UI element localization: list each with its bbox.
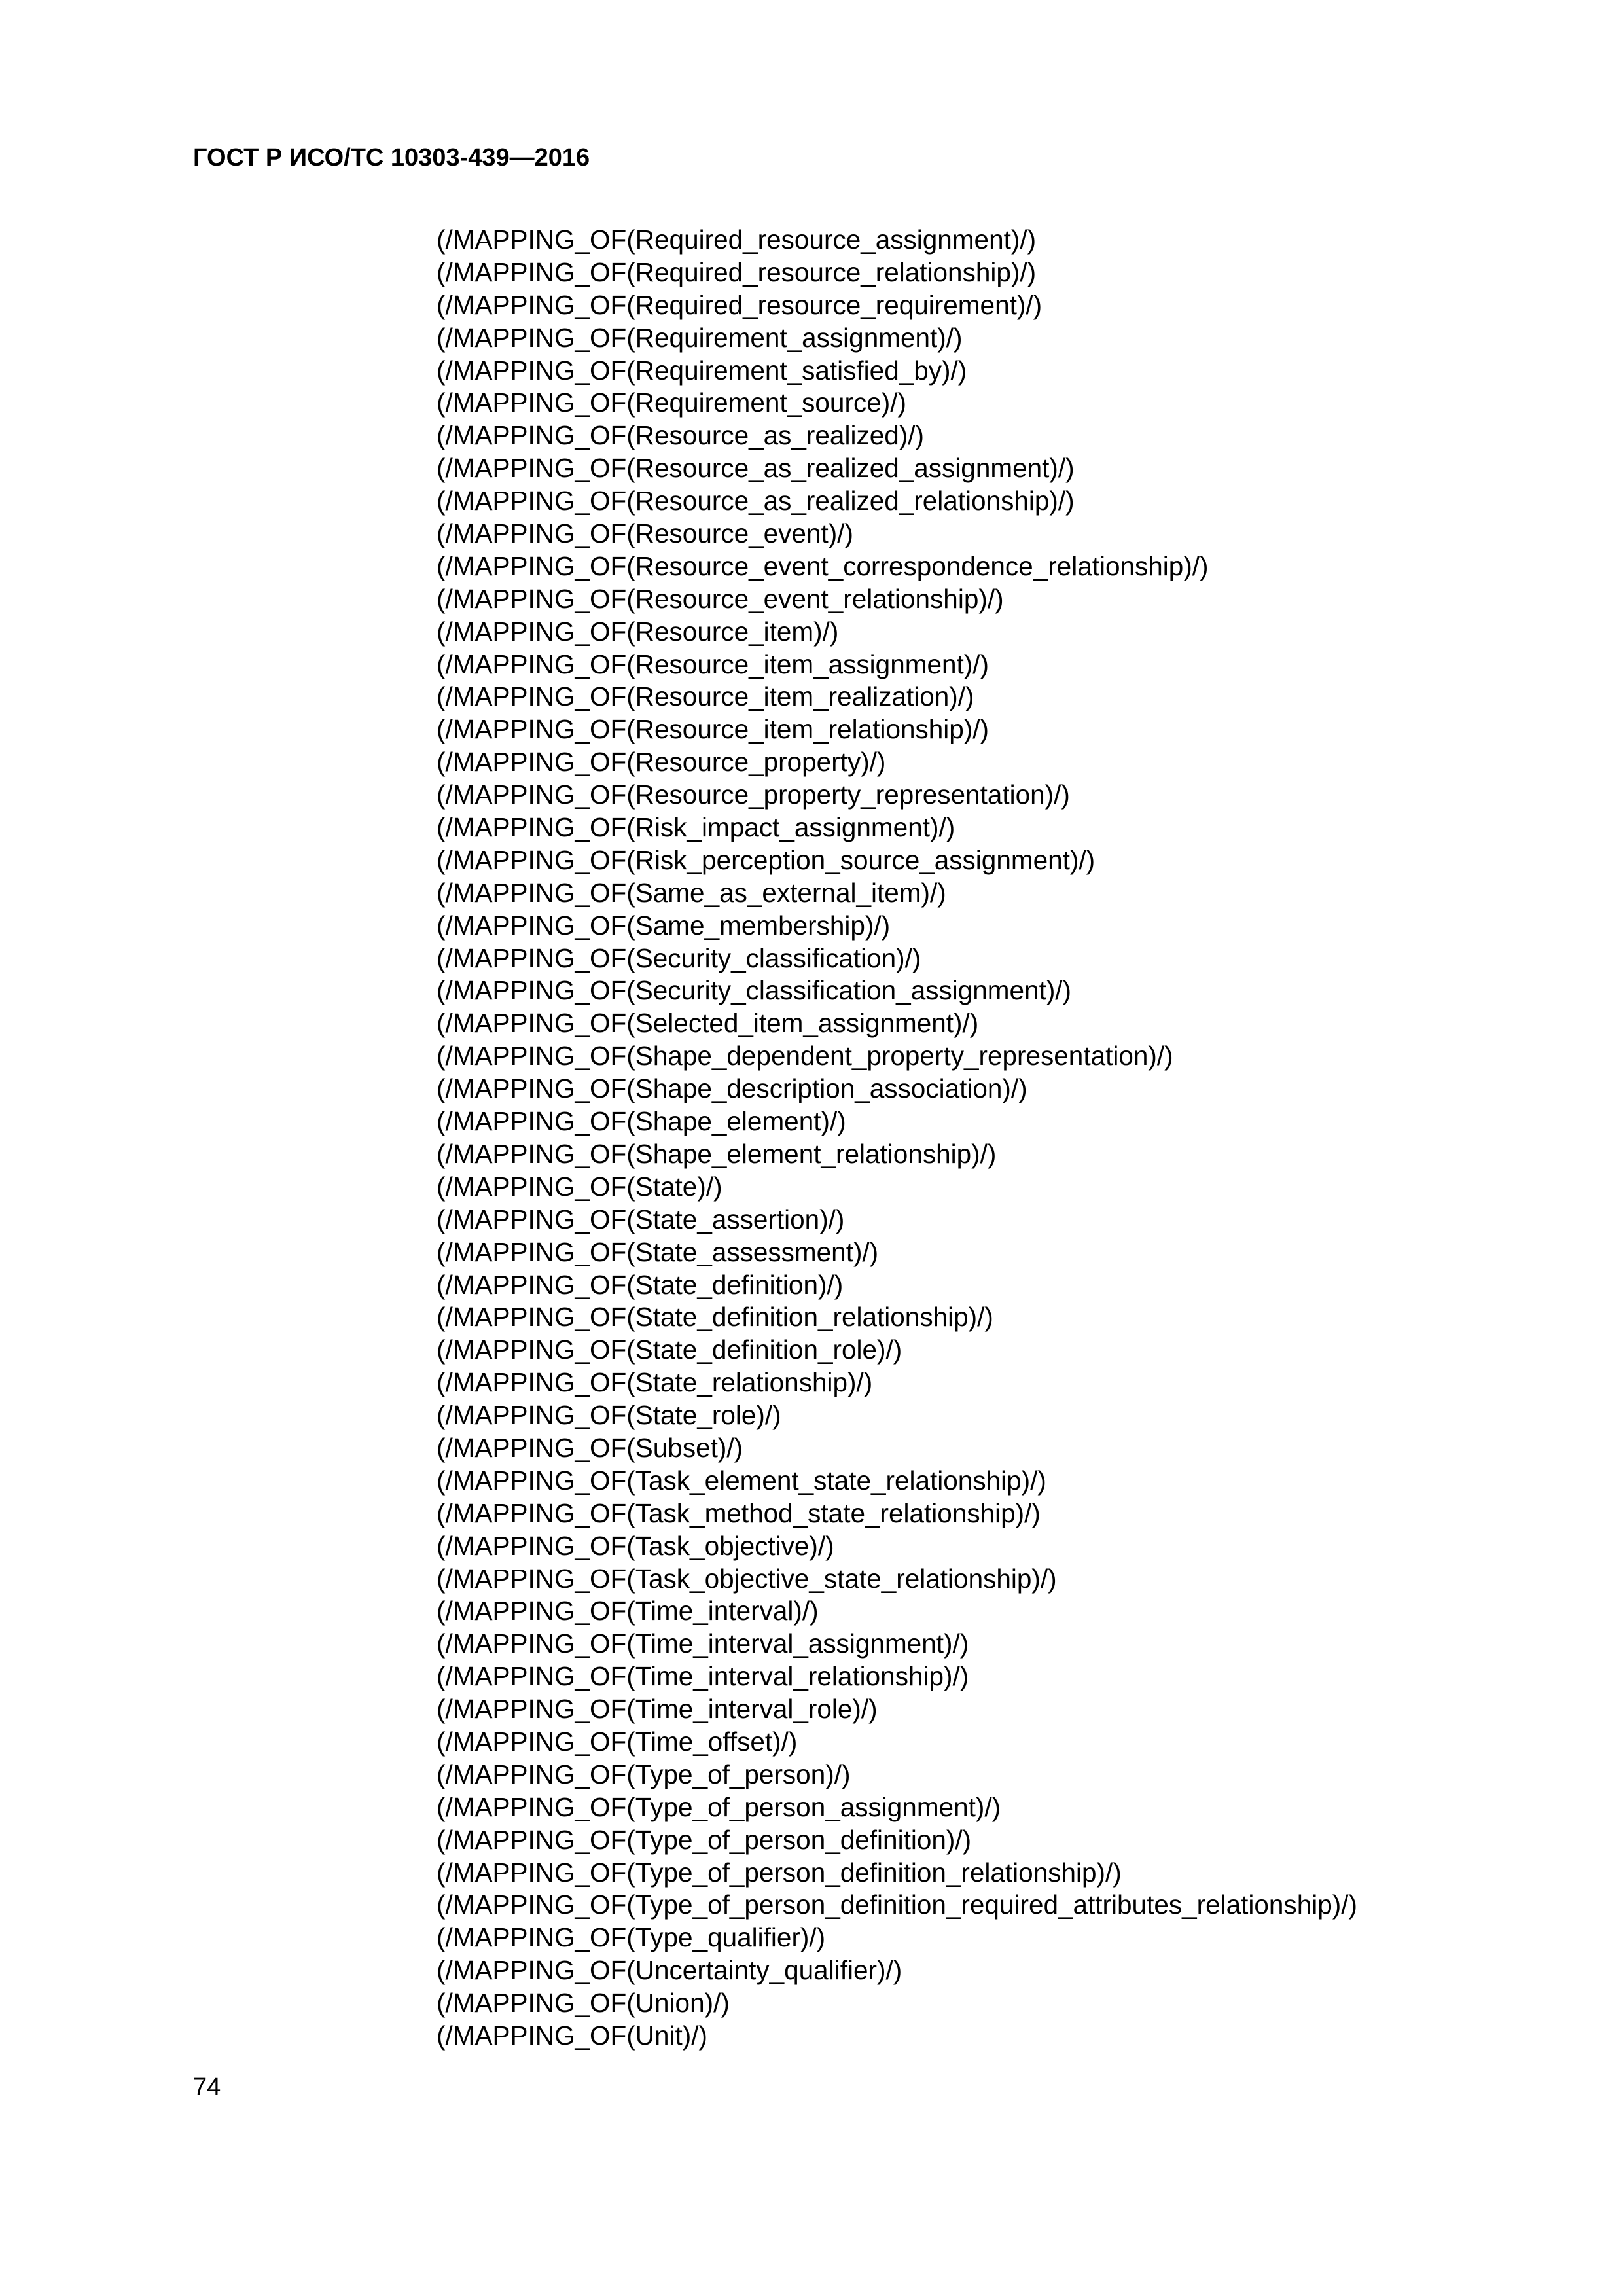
mapping-entry: (/MAPPING_OF(Resource_property_representation)/) xyxy=(437,780,1070,810)
mapping-entry: (/MAPPING_OF(Required_resource_assignment)/) xyxy=(437,224,1037,255)
mapping-entry: (/MAPPING_OF(Type_qualifier)/) xyxy=(437,1922,826,1953)
mapping-entry: (/MAPPING_OF(Time_interval_role)/) xyxy=(437,1694,878,1725)
mapping-entry: (/MAPPING_OF(Subset)/) xyxy=(437,1432,743,1463)
mapping-entry: (/MAPPING_OF(Requirement_assignment)/) xyxy=(437,322,963,353)
page-number: 74 xyxy=(193,2073,221,2101)
mapping-entry: (/MAPPING_OF(Task_element_state_relationship)/) xyxy=(437,1465,1046,1496)
mapping-entry: (/MAPPING_OF(Resource_item_relationship)/) xyxy=(437,714,990,745)
document-header: ГОСТ Р ИСО/ТС 10303-439—2016 xyxy=(193,144,590,171)
mapping-entry: (/MAPPING_OF(Resource_item)/) xyxy=(437,616,839,647)
mapping-entry: (/MAPPING_OF(Shape_element)/) xyxy=(437,1106,846,1137)
mapping-entry: (/MAPPING_OF(Type_of_person_assignment)/) xyxy=(437,1791,1001,1822)
mapping-entry: (/MAPPING_OF(Time_interval)/) xyxy=(437,1596,819,1626)
mapping-entry: (/MAPPING_OF(Resource_event_relationship)/) xyxy=(437,583,1004,614)
mapping-entry: (/MAPPING_OF(Resource_event_correspondence_relationship)/) xyxy=(437,550,1209,581)
mapping-entry: (/MAPPING_OF(Time_interval_relationship)/) xyxy=(437,1661,969,1692)
mapping-entry: (/MAPPING_OF(Resource_item_realization)/) xyxy=(437,681,974,712)
mapping-entry: (/MAPPING_OF(State_assessment)/) xyxy=(437,1236,879,1267)
mapping-entry: (/MAPPING_OF(Task_objective)/) xyxy=(437,1530,834,1561)
mapping-list xyxy=(437,224,1357,2053)
mapping-entry: (/MAPPING_OF(Resource_property)/) xyxy=(437,747,886,778)
mapping-entry: (/MAPPING_OF(Risk_impact_assignment)/) xyxy=(437,812,955,843)
mapping-entry: (/MAPPING_OF(Resource_as_realized_assignment)/) xyxy=(437,453,1075,484)
mapping-entry: (/MAPPING_OF(Required_resource_requirement)/) xyxy=(437,289,1043,320)
mapping-entry: (/MAPPING_OF(Time_offset)/) xyxy=(437,1726,798,1757)
mapping-entry: (/MAPPING_OF(State_role)/) xyxy=(437,1400,781,1431)
mapping-entry: (/MAPPING_OF(Uncertainty_qualifier)/) xyxy=(437,1955,902,1986)
mapping-entry: (/MAPPING_OF(Type_of_person_definition)/) xyxy=(437,1824,972,1855)
mapping-entry: (/MAPPING_OF(Resource_as_realized)/) xyxy=(437,420,924,451)
mapping-entry: (/MAPPING_OF(Unit)/) xyxy=(437,2020,708,2051)
mapping-entry: (/MAPPING_OF(Task_method_state_relationship)/) xyxy=(437,1498,1041,1528)
mapping-entry: (/MAPPING_OF(State_definition_relationship)/) xyxy=(437,1302,993,1333)
mapping-entry: (/MAPPING_OF(Resource_item_assignment)/) xyxy=(437,649,989,679)
mapping-entry: (/MAPPING_OF(Type_of_person_definition_relationship)/) xyxy=(437,1857,1122,1888)
mapping-entry: (/MAPPING_OF(Requirement_satisfied_by)/) xyxy=(437,355,967,386)
mapping-entry: (/MAPPING_OF(Resource_as_realized_relationship)/) xyxy=(437,486,1075,516)
mapping-entry: (/MAPPING_OF(Union)/) xyxy=(437,1988,730,2018)
mapping-entry: (/MAPPING_OF(Shape_dependent_property_representation)/) xyxy=(437,1041,1173,1071)
mapping-entry: (/MAPPING_OF(Shape_description_association)/) xyxy=(437,1073,1027,1104)
mapping-entry: (/MAPPING_OF(Same_membership)/) xyxy=(437,910,891,941)
mapping-entry: (/MAPPING_OF(State_relationship)/) xyxy=(437,1367,873,1398)
mapping-entry: (/MAPPING_OF(Risk_perception_source_assignment)/) xyxy=(437,844,1096,875)
mapping-entry: (/MAPPING_OF(Task_objective_state_relationship)/) xyxy=(437,1563,1057,1594)
mapping-entry: (/MAPPING_OF(State)/) xyxy=(437,1171,722,1202)
mapping-entry: (/MAPPING_OF(State_definition_role)/) xyxy=(437,1335,902,1365)
mapping-entry: (/MAPPING_OF(Requirement_source)/) xyxy=(437,387,906,418)
mapping-entry: (/MAPPING_OF(Shape_element_relationship)/) xyxy=(437,1138,997,1169)
mapping-entry: (/MAPPING_OF(Type_of_person_definition_required_attributes_relationship)/) xyxy=(437,1890,1357,1920)
mapping-entry: (/MAPPING_OF(Type_of_person)/) xyxy=(437,1759,851,1789)
mapping-entry: (/MAPPING_OF(Security_classification_assignment)/) xyxy=(437,975,1072,1006)
mapping-entry: (/MAPPING_OF(State_assertion)/) xyxy=(437,1204,845,1234)
mapping-entry: (/MAPPING_OF(Resource_event)/) xyxy=(437,518,853,549)
mapping-entry: (/MAPPING_OF(State_definition)/) xyxy=(437,1269,844,1300)
mapping-entry: (/MAPPING_OF(Same_as_external_item)/) xyxy=(437,877,946,908)
mapping-entry: (/MAPPING_OF(Required_resource_relationship)/) xyxy=(437,257,1037,287)
mapping-entry: (/MAPPING_OF(Security_classification)/) xyxy=(437,942,921,973)
mapping-entry: (/MAPPING_OF(Selected_item_assignment)/) xyxy=(437,1008,979,1039)
mapping-entry: (/MAPPING_OF(Time_interval_assignment)/) xyxy=(437,1628,969,1659)
